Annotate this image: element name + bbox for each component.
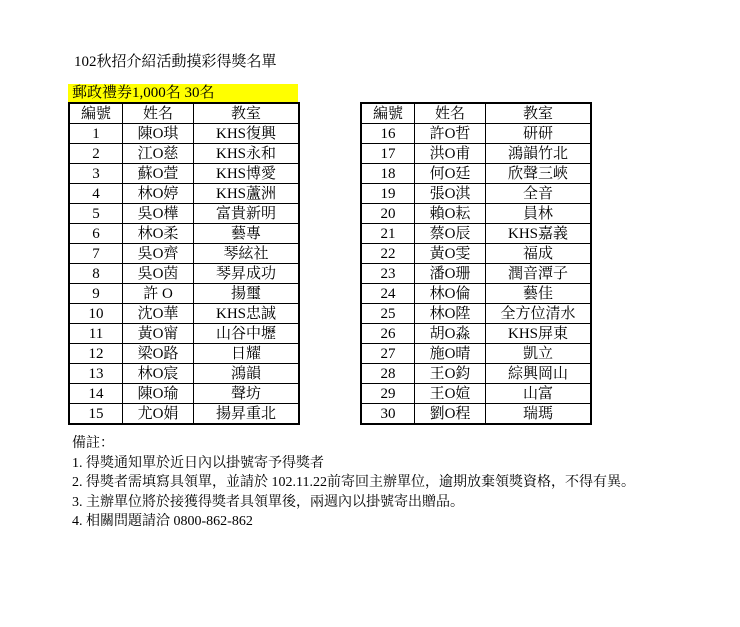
cell-classroom: KHS永和	[194, 144, 300, 164]
cell-classroom: KHS忠誠	[194, 304, 300, 324]
cell-number: 23	[361, 264, 415, 284]
winners-table-left	[68, 102, 300, 425]
table-row	[361, 244, 591, 264]
cell-name: 王O鈞	[415, 364, 486, 384]
cell-name: 吳O茵	[123, 264, 194, 284]
table-row	[69, 284, 299, 304]
winners-table-right	[360, 102, 592, 425]
table-row	[361, 344, 591, 364]
table-row	[361, 204, 591, 224]
cell-classroom: 全音	[486, 184, 592, 204]
cell-classroom: 日耀	[194, 344, 300, 364]
table-row	[361, 184, 591, 204]
notes-section	[72, 434, 635, 532]
page-title: 102秋招介紹活動摸彩得獎名單	[74, 54, 277, 70]
table-row	[69, 144, 299, 164]
cell-number: 22	[361, 244, 415, 264]
cell-classroom: 欣聲三峽	[486, 164, 592, 184]
cell-name: 林O倫	[415, 284, 486, 304]
cell-classroom: KHS屏東	[486, 324, 592, 344]
table-header-row	[69, 103, 299, 124]
table-row	[361, 264, 591, 284]
cell-classroom: KHS復興	[194, 124, 300, 144]
header-number: 編號	[361, 103, 415, 124]
cell-classroom: 綜興岡山	[486, 364, 592, 384]
cell-classroom: 琴昇成功	[194, 264, 300, 284]
cell-number: 6	[69, 224, 123, 244]
table-row	[69, 344, 299, 364]
cell-number: 18	[361, 164, 415, 184]
cell-name: 陳O瑜	[123, 384, 194, 404]
cell-classroom: 員林	[486, 204, 592, 224]
cell-number: 16	[361, 124, 415, 144]
table-row	[69, 384, 299, 404]
cell-classroom: 藝佳	[486, 284, 592, 304]
table-row	[361, 224, 591, 244]
cell-number: 15	[69, 404, 123, 425]
cell-name: 洪O甫	[415, 144, 486, 164]
table-row	[69, 184, 299, 204]
table-row	[69, 364, 299, 384]
cell-name: 何O廷	[415, 164, 486, 184]
table-row	[361, 144, 591, 164]
table-row	[69, 404, 299, 425]
cell-number: 28	[361, 364, 415, 384]
header-name: 姓名	[415, 103, 486, 124]
cell-classroom: 山谷中壢	[194, 324, 300, 344]
cell-classroom: 凱立	[486, 344, 592, 364]
cell-name: 許 O	[123, 284, 194, 304]
cell-number: 17	[361, 144, 415, 164]
cell-classroom: 富貴新明	[194, 204, 300, 224]
cell-name: 蘇O萱	[123, 164, 194, 184]
cell-name: 潘O珊	[415, 264, 486, 284]
note-item: 3. 主辦單位將於接獲得獎者具領單後，兩週內以掛號寄出贈品。	[72, 494, 464, 510]
cell-number: 5	[69, 204, 123, 224]
table-row	[69, 204, 299, 224]
note-item: 2. 得獎者需填寫具領單，並請於 102.11.22前寄回主辦單位，逾期放棄領獎資格，不得有異。	[72, 475, 635, 490]
cell-classroom: 藝專	[194, 224, 300, 244]
cell-classroom: 研研	[486, 124, 592, 144]
header-number: 編號	[69, 103, 123, 124]
cell-name: 林O宸	[123, 364, 194, 384]
table-row	[361, 164, 591, 184]
cell-number: 27	[361, 344, 415, 364]
cell-name: 劉O程	[415, 404, 486, 425]
note-item: 4. 相關問題請洽 0800-862-862	[72, 514, 253, 529]
cell-name: 江O慈	[123, 144, 194, 164]
cell-number: 24	[361, 284, 415, 304]
cell-name: 黃O雯	[415, 244, 486, 264]
cell-name: 林O陞	[415, 304, 486, 324]
cell-number: 4	[69, 184, 123, 204]
cell-name: 尤O娟	[123, 404, 194, 425]
cell-number: 19	[361, 184, 415, 204]
cell-number: 14	[69, 384, 123, 404]
table-row	[69, 124, 299, 144]
cell-number: 11	[69, 324, 123, 344]
cell-number: 21	[361, 224, 415, 244]
cell-name: 林O柔	[123, 224, 194, 244]
table-row	[361, 404, 591, 425]
prize-banner: 郵政禮券1,000名 30名	[68, 84, 298, 102]
cell-name: 蔡O辰	[415, 224, 486, 244]
cell-classroom: KHS嘉義	[486, 224, 592, 244]
cell-number: 29	[361, 384, 415, 404]
cell-name: 黃O甯	[123, 324, 194, 344]
cell-number: 13	[69, 364, 123, 384]
cell-classroom: 全方位清水	[486, 304, 592, 324]
cell-number: 8	[69, 264, 123, 284]
cell-classroom: 聲坊	[194, 384, 300, 404]
cell-classroom: 鴻韻竹北	[486, 144, 592, 164]
table-row	[69, 244, 299, 264]
cell-name: 許O哲	[415, 124, 486, 144]
table-row	[361, 124, 591, 144]
cell-classroom: 鴻韻	[194, 364, 300, 384]
table-row	[69, 224, 299, 244]
table-row	[69, 164, 299, 184]
table-header-row	[361, 103, 591, 124]
cell-name: 張O淇	[415, 184, 486, 204]
cell-name: 林O婷	[123, 184, 194, 204]
cell-name: 胡O淼	[415, 324, 486, 344]
cell-number: 9	[69, 284, 123, 304]
cell-classroom: KHS博愛	[194, 164, 300, 184]
header-classroom: 教室	[194, 103, 300, 124]
cell-name: 施O晴	[415, 344, 486, 364]
cell-number: 7	[69, 244, 123, 264]
notes-heading: 備註：	[72, 436, 114, 451]
note-item: 1. 得獎通知單於近日內以掛號寄予得獎者	[72, 455, 324, 471]
cell-number: 20	[361, 204, 415, 224]
header-classroom: 教室	[486, 103, 592, 124]
table-row	[69, 264, 299, 284]
cell-number: 12	[69, 344, 123, 364]
cell-number: 1	[69, 124, 123, 144]
table-row	[69, 304, 299, 324]
cell-name: 吳O齊	[123, 244, 194, 264]
cell-number: 25	[361, 304, 415, 324]
table-row	[361, 384, 591, 404]
cell-name: 陳O琪	[123, 124, 194, 144]
cell-classroom: 福成	[486, 244, 592, 264]
cell-name: 吳O樺	[123, 204, 194, 224]
cell-number: 26	[361, 324, 415, 344]
cell-number: 30	[361, 404, 415, 425]
cell-classroom: 山富	[486, 384, 592, 404]
cell-number: 2	[69, 144, 123, 164]
cell-classroom: 琴絃社	[194, 244, 300, 264]
table-row	[361, 284, 591, 304]
cell-classroom: 揚昇重北	[194, 404, 300, 425]
header-name: 姓名	[123, 103, 194, 124]
table-row	[361, 304, 591, 324]
cell-name: 王O媗	[415, 384, 486, 404]
cell-classroom: 瑞瑪	[486, 404, 592, 425]
cell-classroom: KHS蘆洲	[194, 184, 300, 204]
table-row	[361, 324, 591, 344]
cell-classroom: 潤音潭子	[486, 264, 592, 284]
cell-name: 賴O耘	[415, 204, 486, 224]
cell-classroom: 揚璽	[194, 284, 300, 304]
cell-name: 梁O路	[123, 344, 194, 364]
cell-number: 3	[69, 164, 123, 184]
table-row	[361, 364, 591, 384]
cell-name: 沈O華	[123, 304, 194, 324]
table-row	[69, 324, 299, 344]
cell-number: 10	[69, 304, 123, 324]
